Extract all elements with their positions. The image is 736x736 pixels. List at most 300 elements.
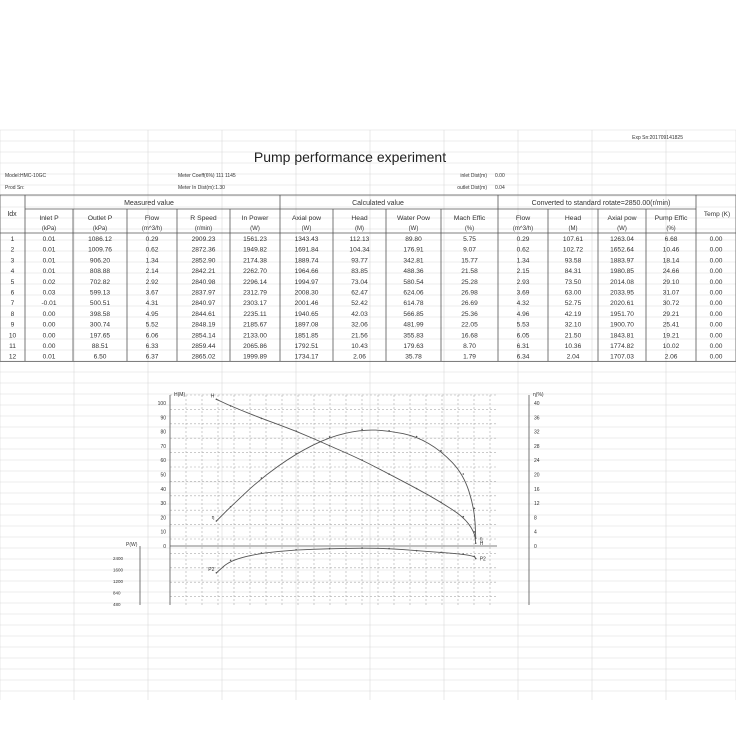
table-cell: 1883.97 [610, 257, 634, 265]
inlet-dist-label: inlet Dist(m) [460, 173, 487, 179]
table-cell: 500.51 [89, 300, 111, 308]
table-cell: 1.34 [516, 257, 530, 265]
table-cell: 10.46 [662, 246, 680, 254]
table-cell: 2014.08 [610, 278, 634, 286]
table-cell: 0.00 [709, 332, 723, 340]
table-cell: 2859.44 [191, 343, 216, 350]
data-point [474, 508, 476, 510]
data-point [329, 548, 331, 550]
power-tick-label: 840 [113, 590, 121, 596]
table-cell: 624.06 [403, 289, 424, 297]
right-tick-label: 28 [534, 443, 540, 450]
table-cell: 0.00 [709, 289, 723, 297]
table-cell: 0.00 [42, 332, 56, 340]
column-header-unit: (m^3/h) [512, 226, 534, 232]
table-cell: 24.66 [662, 268, 680, 276]
right-tick-label: 8 [534, 515, 537, 522]
row-index: 8 [10, 310, 15, 318]
table-cell: 89.80 [405, 236, 422, 243]
table-cell: 88.51 [91, 343, 109, 350]
table-cell: 355.83 [403, 332, 424, 340]
table-cell: 25.41 [662, 321, 680, 329]
performance-chart [113, 392, 544, 607]
table-cell: -0.01 [41, 300, 57, 308]
table-cell: 1897.08 [294, 321, 319, 329]
column-header-name: Head [564, 215, 582, 222]
curve-start-label: H [210, 393, 215, 400]
data-point [440, 552, 442, 554]
row-index: 4 [10, 268, 15, 276]
table-cell: 2133.00 [243, 332, 267, 340]
table-cell: 104.34 [349, 246, 370, 254]
data-point [474, 556, 476, 558]
table-cell: 1734.17 [294, 353, 319, 361]
table-cell: 566.85 [403, 310, 424, 318]
table-cell: 1994.97 [294, 278, 319, 286]
table-cell: 398.58 [89, 310, 111, 318]
table-cell: 19.21 [662, 332, 680, 340]
table-cell: 808.88 [89, 268, 111, 276]
table-cell: 93.77 [351, 257, 368, 265]
data-point [261, 418, 263, 420]
table-cell: 2840.98 [191, 278, 216, 286]
power-axis-label: P(W) [126, 542, 138, 548]
meter-dist-label: Meter In Dist(m):1.30 [178, 185, 225, 191]
row-index: 1 [10, 236, 15, 243]
data-point [475, 538, 477, 540]
table-cell: 6.34 [516, 353, 530, 361]
column-header-unit: (W) [408, 226, 419, 232]
table-cell: 62.47 [351, 289, 368, 297]
table-cell: 179.63 [403, 343, 424, 350]
idx-header: Idx [7, 211, 17, 218]
table-cell: 614.78 [403, 300, 424, 308]
table-cell: 21.58 [461, 268, 478, 276]
row-index: 9 [10, 321, 15, 329]
table-cell: 30.72 [662, 300, 680, 308]
row-index: 2 [10, 246, 15, 254]
data-point [361, 459, 363, 461]
table-cell: 0.29 [516, 236, 530, 243]
data-point [295, 549, 297, 551]
data-point [230, 405, 232, 407]
right-tick-label: 0 [534, 544, 537, 550]
table-cell: 1086.12 [88, 236, 112, 243]
table-cell: 5.53 [516, 321, 530, 329]
left-tick-label: 10 [160, 529, 166, 536]
table-cell: 4.96 [516, 310, 530, 318]
table-cell: 1792.51 [294, 343, 319, 350]
table-cell: 599.13 [89, 289, 111, 297]
column-header-unit: (W) [617, 226, 627, 232]
column-header-unit: (M) [355, 226, 364, 232]
table-cell: 0.62 [145, 246, 159, 254]
table-cell: 0.29 [145, 236, 159, 243]
table-cell: 42.19 [564, 310, 582, 318]
right-tick-label: 40 [534, 401, 540, 407]
power-axis-ticks [113, 556, 124, 607]
table-cell: 29.10 [662, 278, 680, 286]
table-cell: 0.00 [709, 321, 723, 329]
curve-end-label: H [479, 541, 484, 548]
table-cell: 6.33 [145, 343, 159, 350]
table-cell: 2174.38 [243, 257, 267, 265]
table-cell: 1774.82 [610, 343, 634, 350]
data-point [416, 436, 418, 438]
table-cell: 2020.61 [610, 300, 634, 308]
table-cell: 6.50 [93, 353, 107, 361]
data-point [295, 430, 297, 432]
table-cell: 1940.65 [294, 310, 319, 318]
table-cell: 1263.04 [610, 236, 634, 243]
table-cell: 29.21 [662, 310, 680, 318]
column-header-unit: (W) [250, 226, 260, 232]
table-cell: 2.92 [145, 278, 159, 286]
column-header-unit: (kPa) [41, 226, 57, 232]
model-label: Model:HMC-10GC [5, 173, 47, 179]
table-cell: 2.14 [145, 268, 159, 276]
table-cell: 1889.74 [294, 257, 319, 265]
table-cell: 906.20 [89, 257, 111, 265]
data-point [440, 501, 442, 503]
table-cell: 21.56 [351, 332, 368, 340]
table-cell: 5.75 [463, 236, 476, 243]
table-cell: 1900.70 [610, 321, 634, 329]
table-cell: 0.00 [709, 257, 723, 265]
table-cell: 2848.19 [191, 321, 216, 329]
column-header-unit: (%) [464, 226, 475, 232]
table-cell: 1999.89 [243, 353, 267, 361]
power-tick-label: 1600 [113, 567, 124, 573]
left-tick-label: 40 [160, 486, 166, 493]
table-cell: 0.01 [42, 236, 56, 243]
table-cell: 702.82 [89, 278, 111, 286]
page-title: Pump performance experiment [253, 149, 447, 165]
column-header-name: Flow [144, 215, 160, 222]
table-cell: 26.98 [461, 289, 478, 297]
table-cell: 2872.36 [191, 246, 216, 254]
column-header-name: Axial pow [607, 215, 637, 222]
data-point [416, 488, 418, 490]
column-header-name: In Power [241, 215, 269, 222]
table-cell: 1343.43 [294, 236, 319, 243]
table-cell: 83.85 [351, 268, 368, 276]
table-cell: 2296.14 [243, 278, 267, 286]
table-cell: 1843.81 [610, 332, 634, 340]
table-cell: 0.02 [42, 278, 56, 286]
table-cell: 35.78 [405, 353, 422, 361]
data-point [463, 473, 465, 475]
table-cell: 2185.67 [243, 321, 267, 329]
left-tick-label: 30 [160, 501, 166, 508]
row-index: 11 [9, 343, 16, 350]
column-header-name: Head [351, 215, 368, 222]
table-cell: 481.99 [403, 321, 424, 329]
chart-grid [170, 395, 497, 605]
table-cell: 2909.23 [191, 236, 216, 243]
right-tick-label: 4 [534, 529, 537, 536]
table-cell: 18.14 [662, 257, 680, 265]
measured-group-header: Measured value [124, 200, 174, 207]
data-point [463, 516, 465, 518]
table-cell: 1980.85 [610, 268, 634, 276]
table-cell: 0.00 [709, 268, 723, 276]
data-point [230, 560, 232, 562]
table-cell: 2303.17 [243, 300, 267, 308]
table-cell: 1691.84 [294, 246, 319, 254]
table-cell: 2235.11 [243, 310, 267, 318]
column-header-unit: (%) [666, 226, 676, 232]
prod-sn-label: Prod Sn: [5, 185, 25, 191]
data-point [261, 552, 263, 554]
table-cell: 1707.03 [610, 353, 634, 361]
table-cell: 0.01 [42, 257, 56, 265]
table-cell: 93.58 [564, 257, 582, 265]
power-tick-label: 2400 [113, 556, 124, 561]
left-tick-label: 80 [160, 429, 166, 436]
table-cell: 3.67 [145, 289, 159, 297]
column-header-unit: (m^3/h) [141, 226, 163, 232]
data-point [475, 542, 477, 544]
table-cell: 342.81 [403, 257, 424, 265]
table-cell: 2262.70 [243, 268, 267, 276]
table-cell: 10.43 [351, 343, 368, 350]
meter-coeff-label: Meter Coeff(6%) 111 1145 [178, 173, 236, 179]
table-cell: 0.01 [42, 353, 56, 361]
right-axis-label: η(%) [533, 392, 544, 398]
table-cell: 2033.95 [610, 289, 634, 297]
table-cell: 42.03 [351, 310, 368, 318]
table-cell: 1964.66 [294, 268, 319, 276]
table-cell: 2.15 [516, 268, 530, 276]
power-tick-label: 1200 [113, 579, 124, 584]
column-header-name: Mach Effic [453, 215, 486, 222]
data-point [440, 450, 442, 452]
outlet-dist-label: outlet Dist(m) [457, 185, 487, 191]
table-cell: 1951.70 [610, 310, 634, 318]
table-cell: 488.36 [403, 268, 424, 276]
column-header-name: Flow [515, 215, 531, 222]
table-cell: 0.00 [42, 321, 56, 329]
table-cell: 4.32 [516, 300, 530, 308]
data-point [216, 572, 218, 574]
table-cell: 52.42 [351, 300, 368, 308]
data-point [388, 430, 390, 432]
table-cell: 16.68 [461, 332, 478, 340]
converted-group-header: Converted to standard rotate=2850.00(r/min) [531, 200, 671, 207]
calculated-group-header: Calculated value [352, 200, 404, 207]
table-cell: 10.02 [662, 343, 680, 350]
data-point [295, 453, 297, 455]
table-cell: 0.00 [42, 343, 56, 350]
left-tick-label: 50 [160, 472, 166, 479]
table-cell: 2008.30 [294, 289, 319, 297]
column-header-unit: (r/min) [194, 226, 213, 232]
data-point [416, 550, 418, 552]
table-cell: 52.75 [564, 300, 582, 308]
right-tick-label: 36 [534, 415, 540, 422]
left-tick-label: 20 [160, 515, 166, 522]
right-tick-label: 20 [534, 472, 540, 479]
table-cell: 6.31 [516, 343, 530, 350]
left-tick-label: 70 [160, 443, 166, 450]
left-tick-label: 100 [157, 401, 166, 407]
table-cell: 26.69 [461, 300, 478, 308]
column-header-name: Water Pow [397, 215, 430, 222]
table-cell: 2854.14 [191, 332, 216, 340]
data-point [329, 436, 331, 438]
column-header-name: Axial pow [291, 215, 322, 222]
table-cell: 6.68 [664, 236, 678, 243]
exp-number: Exp Sn:201709141825 [632, 135, 683, 141]
curve-start-label: P2 [208, 566, 215, 573]
table-cell: 197.65 [89, 332, 111, 340]
table-cell: 8.70 [463, 343, 476, 350]
row-index: 6 [10, 289, 15, 297]
column-header-unit: (M) [568, 226, 578, 232]
row-index: 12 [8, 353, 17, 361]
table-cell: 0.62 [516, 246, 530, 254]
table-cell: 73.04 [351, 278, 368, 286]
curve-end-label: η [479, 536, 483, 543]
table-cell: 2837.97 [191, 289, 216, 297]
table-cell: 112.13 [349, 236, 370, 243]
left-tick-label: 90 [160, 415, 166, 422]
table-cell: 2.06 [664, 353, 678, 361]
row-index: 7 [10, 300, 15, 308]
table-cell: 0.00 [709, 353, 723, 361]
data-point [329, 445, 331, 447]
table-cell: 63.00 [564, 289, 582, 297]
right-tick-label: 12 [534, 501, 540, 508]
table-cell: 0.00 [709, 236, 723, 243]
data-point [388, 548, 390, 550]
left-tick-label: 0 [163, 544, 166, 550]
row-index: 10 [8, 332, 17, 340]
table-cell: 5.52 [145, 321, 159, 329]
table-cell: 1.79 [463, 353, 476, 361]
table-cell: 9.07 [463, 246, 476, 254]
table-cell: 176.91 [403, 246, 424, 254]
table-cell: 2844.61 [191, 310, 216, 318]
table-cell: 6.37 [145, 353, 159, 361]
table-cell: 15.77 [461, 257, 478, 265]
table-cell: 0.00 [709, 300, 723, 308]
table-cell: 6.06 [145, 332, 159, 340]
data-point [361, 547, 363, 549]
right-axis-ticks [534, 401, 540, 550]
row-index: 3 [10, 257, 15, 265]
table-cell: 0.00 [709, 310, 723, 318]
table-cell: 2.93 [516, 278, 530, 286]
power-tick-label: 480 [113, 602, 121, 607]
inlet-dist-value: 0.00 [495, 173, 505, 179]
row-index: 5 [10, 278, 15, 286]
table-cell: 2001.46 [294, 300, 319, 308]
data-point [463, 553, 465, 555]
table-cell: 1.34 [145, 257, 159, 265]
data-point [216, 520, 218, 522]
column-header-name: Pump Effic [654, 215, 688, 222]
table-cell: 1009.76 [88, 246, 112, 254]
table-cell: 10.36 [564, 343, 582, 350]
data-point [261, 477, 263, 479]
table-cell: 1949.82 [243, 246, 267, 254]
column-header-name: R Speed [190, 215, 217, 222]
table-cell: 2840.97 [191, 300, 216, 308]
right-tick-label: 32 [534, 429, 540, 436]
table-cell: 0.00 [709, 343, 723, 350]
table-cell: 32.10 [564, 321, 582, 329]
table-cell: 0.00 [709, 246, 723, 254]
table-cell: 2842.21 [191, 268, 216, 276]
temp-header: Temp (K) [703, 211, 731, 218]
table-cell: 2.04 [566, 353, 580, 361]
column-header-unit: (W) [301, 226, 312, 232]
table-cell: 2.06 [353, 353, 366, 361]
table-cell: 21.50 [564, 332, 582, 340]
table-cell: 1652.64 [610, 246, 634, 254]
table-cell: 300.74 [89, 321, 111, 329]
data-point [361, 429, 363, 431]
table-cell: 0.01 [42, 246, 56, 254]
column-header-name: Inlet P [39, 215, 59, 222]
table-cell: 22.05 [461, 321, 478, 329]
table-cell: 0.01 [42, 268, 56, 276]
table-cell: 2865.02 [191, 353, 216, 361]
right-tick-label: 16 [534, 486, 540, 493]
table-cell: 4.95 [145, 310, 159, 318]
table-cell: 0.00 [42, 310, 56, 318]
data-point [475, 558, 477, 560]
table-cell: 580.54 [403, 278, 424, 286]
data-point [230, 506, 232, 508]
table-cell: 2065.86 [243, 343, 267, 350]
table-cell: 0.00 [709, 278, 723, 286]
data-point [474, 531, 476, 533]
table-cell: 25.28 [461, 278, 478, 286]
table-cell: 1851.85 [294, 332, 319, 340]
left-axis-ticks [158, 401, 167, 550]
table-cell: 0.03 [42, 289, 56, 297]
curve-start-label: η [211, 514, 215, 521]
table-cell: 102.72 [562, 246, 584, 254]
table-body [9, 236, 723, 361]
curve-end-label: P2 [479, 556, 486, 563]
data-point [388, 473, 390, 475]
table-cell: 25.36 [461, 310, 478, 318]
data-point [216, 399, 218, 401]
table-cell: 2312.79 [243, 289, 267, 297]
column-header-name: Outlet P [87, 215, 113, 222]
column-headers [39, 215, 688, 232]
right-tick-label: 24 [534, 458, 540, 465]
table-cell: 107.61 [562, 236, 584, 243]
table-cell: 32.06 [351, 321, 368, 329]
outlet-dist-value: 0.04 [495, 185, 505, 191]
table-cell: 4.31 [145, 300, 159, 308]
table-cell: 6.05 [516, 332, 530, 340]
table-cell: 1561.23 [243, 236, 267, 243]
table-cell: 84.31 [564, 268, 582, 276]
column-header-unit: (kPa) [92, 226, 108, 232]
left-tick-label: 60 [160, 458, 166, 465]
table-cell: 3.69 [516, 289, 530, 297]
left-axis-label: H(M) [174, 392, 186, 398]
table-cell: 2852.90 [191, 257, 216, 265]
table-cell: 31.07 [662, 289, 680, 297]
table-cell: 73.50 [564, 278, 582, 286]
